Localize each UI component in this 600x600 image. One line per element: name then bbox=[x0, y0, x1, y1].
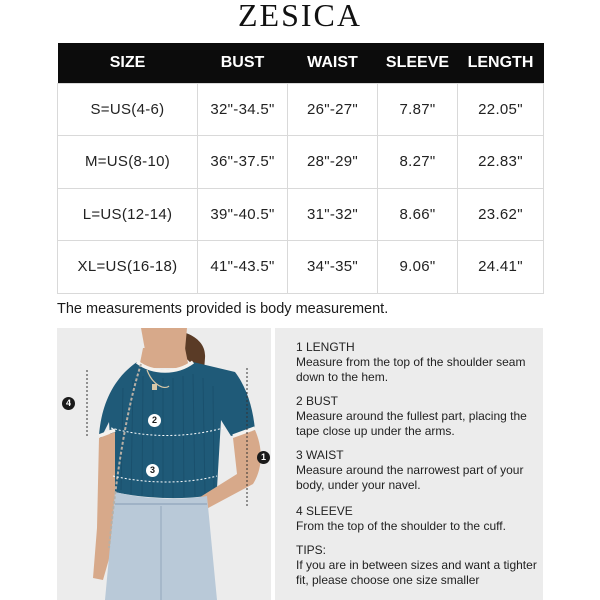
marker-waist-icon: 3 bbox=[146, 464, 159, 477]
header-waist: WAIST bbox=[288, 43, 378, 83]
header-length: LENGTH bbox=[458, 43, 544, 83]
header-bust: BUST bbox=[198, 43, 288, 83]
cell-waist: 26"-27" bbox=[288, 83, 378, 136]
cell-size: L=US(12-14) bbox=[58, 188, 198, 241]
guide-bust-text: Measure around the fullest part, placing the tape close up under the arms. bbox=[296, 409, 527, 438]
size-chart-table bbox=[57, 43, 544, 294]
guide-waist-title: 3 WAIST bbox=[296, 448, 344, 462]
guide-length-text: Measure from the top of the shoulder seam down to the hem. bbox=[296, 355, 526, 384]
tips-text: If you are in between sizes and want a tighter fit, please choose one size smaller bbox=[296, 558, 537, 587]
marker-sleeve-icon: 4 bbox=[62, 397, 75, 410]
cell-waist: 34"-35" bbox=[288, 241, 378, 294]
brand-logo: ZESICA bbox=[238, 0, 362, 33]
guide-sleeve bbox=[296, 504, 541, 534]
marker-bust-icon: 2 bbox=[148, 414, 161, 427]
guide-sleeve-text: From the top of the shoulder to the cuff. bbox=[296, 519, 506, 533]
cell-length: 22.83" bbox=[458, 136, 544, 189]
tips-title: TIPS: bbox=[296, 543, 327, 557]
table-row bbox=[58, 83, 544, 136]
cell-length: 24.41" bbox=[458, 241, 544, 294]
cell-bust: 32"-34.5" bbox=[198, 83, 288, 136]
cell-size: XL=US(16-18) bbox=[58, 241, 198, 294]
model-photo bbox=[57, 328, 271, 600]
tips-block bbox=[296, 543, 541, 588]
guide-length-title: 1 LENGTH bbox=[296, 340, 355, 354]
guide-waist bbox=[296, 448, 541, 493]
cell-size: M=US(8-10) bbox=[58, 136, 198, 189]
table-header-row bbox=[58, 43, 544, 83]
header-sleeve: SLEEVE bbox=[378, 43, 458, 83]
guide-bust bbox=[296, 394, 541, 439]
measurement-note: The measurements provided is body measurement. bbox=[57, 301, 389, 317]
model-illustration bbox=[57, 328, 271, 600]
cell-bust: 39"-40.5" bbox=[198, 188, 288, 241]
cell-waist: 28"-29" bbox=[288, 136, 378, 189]
guide-bust-title: 2 BUST bbox=[296, 394, 339, 408]
guide-length bbox=[296, 340, 541, 385]
cell-bust: 36"-37.5" bbox=[198, 136, 288, 189]
guide-waist-text: Measure around the narrowest part of your body, under your navel. bbox=[296, 463, 524, 492]
cell-waist: 31"-32" bbox=[288, 188, 378, 241]
cell-length: 23.62" bbox=[458, 188, 544, 241]
measurement-guide-panel bbox=[275, 328, 543, 600]
marker-length-icon: 1 bbox=[257, 451, 270, 464]
cell-size: S=US(4-6) bbox=[58, 83, 198, 136]
cell-sleeve: 9.06" bbox=[378, 241, 458, 294]
cell-bust: 41"-43.5" bbox=[198, 241, 288, 294]
cell-length: 22.05" bbox=[458, 83, 544, 136]
guide-sleeve-title: 4 SLEEVE bbox=[296, 504, 353, 518]
table-row bbox=[58, 241, 544, 294]
table-row bbox=[58, 188, 544, 241]
cell-sleeve: 8.27" bbox=[378, 136, 458, 189]
cell-sleeve: 8.66" bbox=[378, 188, 458, 241]
cell-sleeve: 7.87" bbox=[378, 83, 458, 136]
header-size: SIZE bbox=[58, 43, 198, 83]
table-row bbox=[58, 136, 544, 189]
